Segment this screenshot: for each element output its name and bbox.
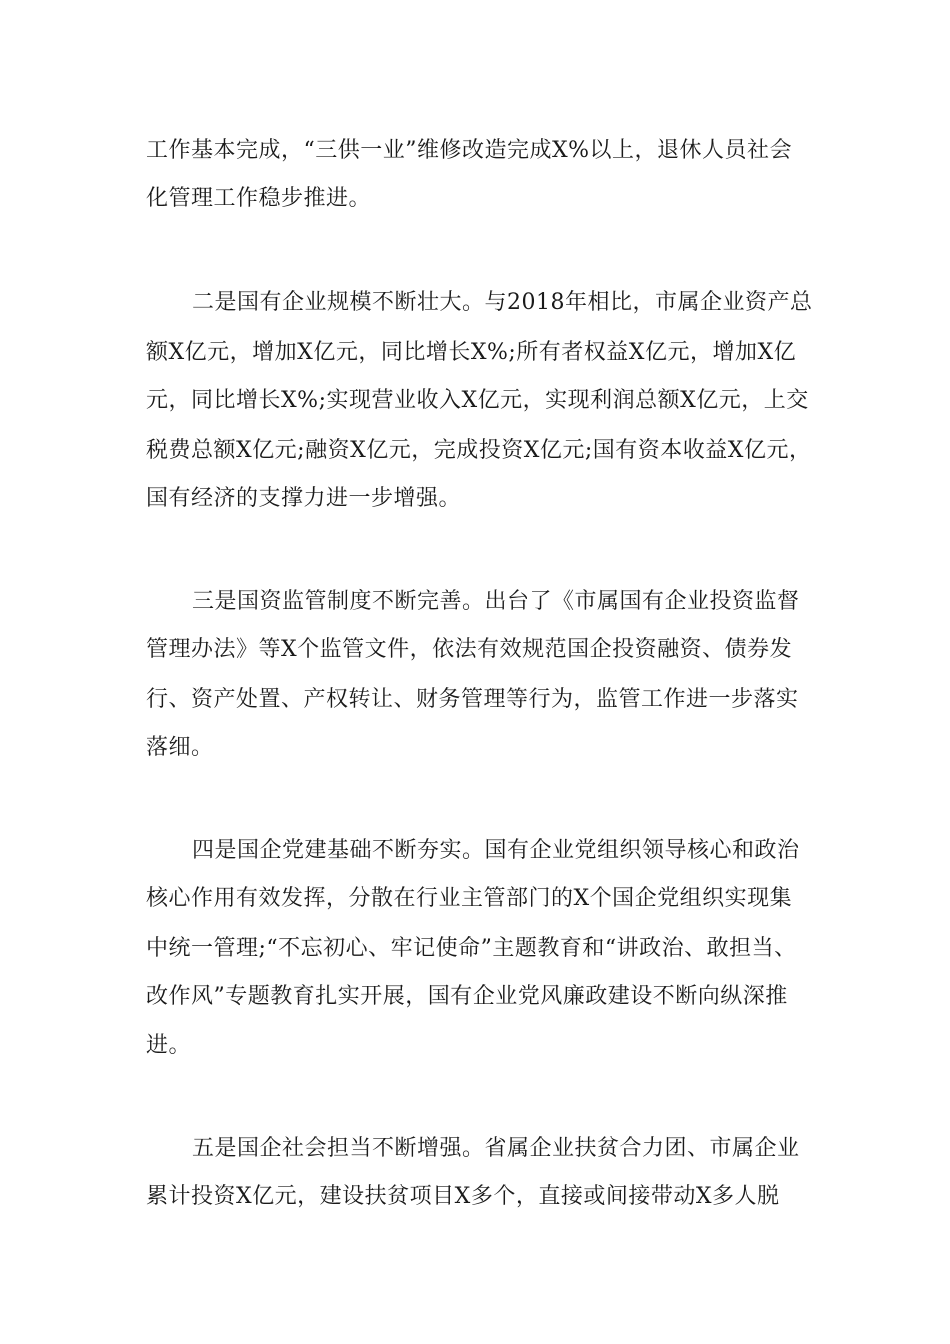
paragraph-line: 管理办法》等X个监管文件，依法有效规范国企投资融资、债券发 bbox=[146, 637, 793, 662]
paragraph-line: 落细。 bbox=[146, 735, 214, 760]
paragraph-line: 税费总额X亿元;融资X亿元，完成投资X亿元;国有资本收益X亿元， bbox=[146, 438, 812, 463]
paragraph-line: 化管理工作稳步推进。 bbox=[146, 186, 372, 211]
paragraph-line: 四是国企党建基础不断夯实。国有企业党组织领导核心和政治 bbox=[192, 838, 800, 863]
paragraph-line: 行、资产处置、产权转让、财务管理等行为，监管工作进一步落实 bbox=[146, 687, 799, 712]
paragraph-line: 三是国资监管制度不断完善。出台了《市属国有企业投资监督 bbox=[192, 589, 800, 614]
paragraph-line: 额X亿元，增加X亿元，同比增长X%;所有者权益X亿元，增加X亿 bbox=[146, 340, 797, 365]
paragraph-line: 元，同比增长X%;实现营业收入X亿元，实现利润总额X亿元，上交 bbox=[146, 388, 809, 413]
paragraph-line: 累计投资X亿元，建设扶贫项目X多个，直接或间接带动X多人脱 bbox=[146, 1184, 780, 1209]
paragraph-line: 核心作用有效发挥，分散在行业主管部门的X个国企党组织实现集 bbox=[146, 886, 793, 911]
paragraph-line: 工作基本完成，“三供一业”维修改造完成X%以上，退休人员社会 bbox=[146, 138, 793, 163]
paragraph-line: 进。 bbox=[146, 1033, 192, 1058]
paragraph-line: 二是国有企业规模不断壮大。与2018年相比，市属企业资产总 bbox=[192, 290, 813, 315]
paragraph-line: 改作风”专题教育扎实开展，国有企业党风廉政建设不断向纵深推 bbox=[146, 984, 788, 1009]
paragraph-line: 中统一管理;“不忘初心、牢记使命”主题教育和“讲政治、敢担当、 bbox=[146, 936, 797, 961]
paragraph-line: 五是国企社会担当不断增强。省属企业扶贫合力团、市属企业 bbox=[192, 1136, 800, 1161]
paragraph-line: 国有经济的支撑力进一步增强。 bbox=[146, 486, 462, 511]
